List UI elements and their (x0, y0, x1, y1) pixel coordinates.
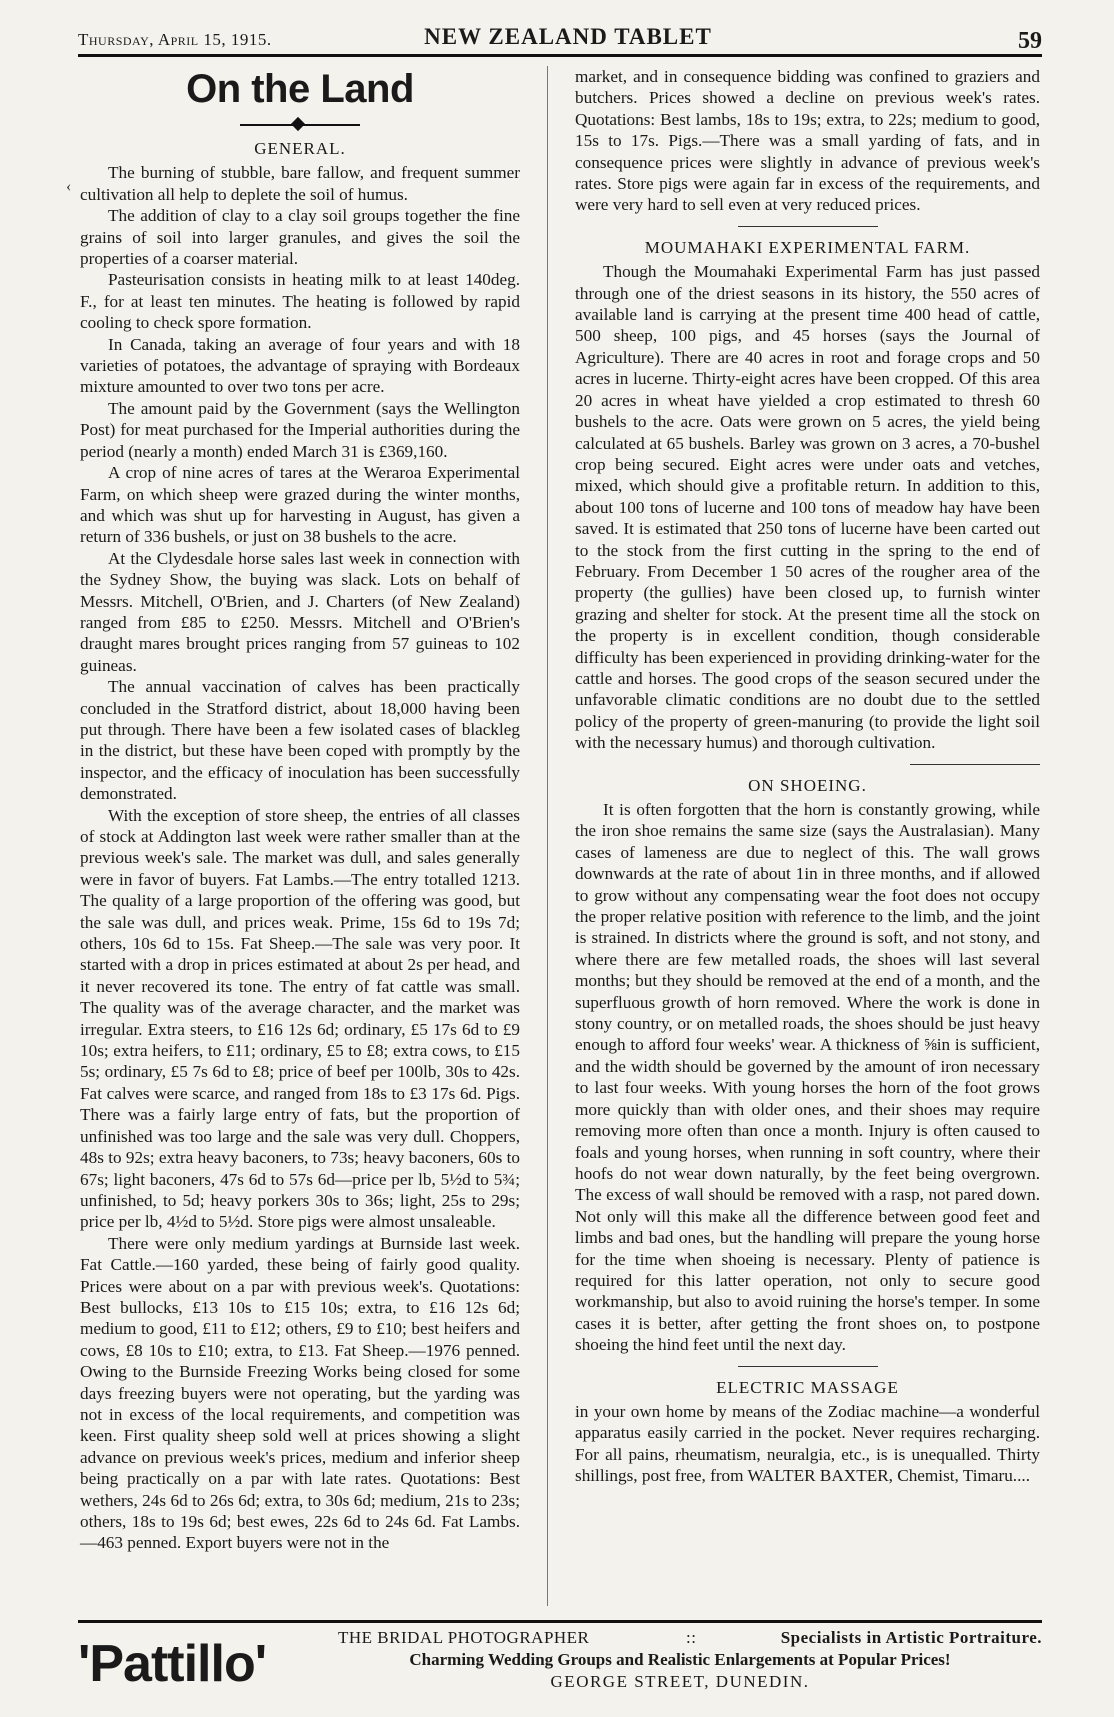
paragraph: The addition of clay to a clay soil groups together the fine grains of soil into larger granules, and gives the soil the properties of a coarser material. (80, 206, 520, 269)
paragraph: It is often forgotten that the horn is constantly growing, while the iron shoe remains the same size (says the Australasian). Many cases of lameness are due to neglect of this. The wall grows downwards at the rate of about 1in in three months, and if allowed to grow without any compensating wear the foot does not occupy the proper relative position with reference to the limb, and the joint is strained. In districts where the ground is soft, and not stony, and where there are few metalled roads, the shoes will last several months; but they should be removed at the end of a month, and the superfluous growth of horn removed. Where the work is done in stony country, or on metalled roads, the shoes should be just heavy enough to afford four weeks' wear. A thickness of ⅝in is sufficient, and the width should be governed by the amount of iron necessary to last four weeks. With young horses the horn of the foot grows more quickly than with older ones, and their shoes may require removing more often than once a month. Injury is often caused to foals and young horses, when running in soft country, where their hoofs do not wear down naturally, by the feet being overgrown. The excess of wall should be removed with a rasp, not pared down. Not only will this make all the difference between good feet and limbs and bad ones, but the handling will prepare the young horse for the time when shoeing is necessary. Plenty of patience is required for this latter operation, not only to secure good workmanship, but also to avoid ruining the horse's temper. In some cases it is better, after getting the front shoes on, to postpone shoeing the hind feet until the next day. (575, 800, 1040, 1355)
paragraph: The burning of stubble, bare fallow, and frequent summer cultivation all help to deplete the soil of humus. (80, 163, 520, 204)
section-rule (738, 1366, 878, 1367)
paragraph-continuation: market, and in consequence bidding was confined to graziers and butchers. Prices showed a decline on previous week's rates. Quotations: Best lambs, 18s to 19s; extra, to 22s; medium to good, 15s to 17s. Pigs.—There was a small yarding of fats, and in consequence prices were slightly in advance of previous week's rates. Store pigs were again far in excess of the requirements, and were very hard to sell even at very reduced prices. (575, 67, 1040, 215)
paragraph: The annual vaccination of calves has been practically concluded in the Stratford district, about 18,000 having been put through. There have been a few isolated cases of blackleg in the district, but these have been coped with promptly by the inspector, and the efficacy of inoculation has been successfully demonstrated. (80, 677, 520, 804)
advert-business: THE BRIDAL PHOTOGRAPHER (338, 1628, 590, 1647)
article-title: On the Land (186, 67, 414, 111)
paragraph: With the exception of store sheep, the entries of all classes of stock at Addington last week were rather smaller than at the previous week's sale. The market was dull, and sales generally were in favor of buyers. Fat Lambs.—The entry totalled 1213. The quality of a large proportion of the offering was good, but the sale was dull, and prices weak. Prime, 15s 6d to 19s 7d; others, 10s 6d to 15s. Fat Sheep.—The sale was very poor. It started with a drop in prices estimated at about 2s per head, and it never recovered its tone. The entry of fat cattle was small. The quality was of the average character, and the market was irregular. Extra steers, to £16 12s 6d; ordinary, £5 17s 6d to £9 10s; extra heifers, to £11; ordinary, £5 to £8; extra cows, to £15 5s; ordinary, £5 7s 6d to £8; price of beef per 100lb, 30s to 42s. Fat calves were scarce, and ranged from 18s to £3 17s 6d. Pigs. There was a fairly large entry of fats, but the proportion of unfinished was too large and the sale was very dull. Choppers, 48s to 92s; extra heavy baconers, to 73s; heavy baconers, 60s to 67s; light baconers, 47s 6d to 57s 6d—price per lb, 5½d to 5¾; unfinished, to 5d; heavy porkers 30s to 36s; light, 25s to 29s; price per lb, 4½d to 5½d. Store pigs were almost unsaleable. (80, 805, 520, 1232)
paragraph: A crop of nine acres of tares at the Weraroa Experimental Farm, on which sheep were grazed during the winter months, and which was shut up for harvesting in August, has given a return of 336 bushels, or just on 38 bushels to the acre. (80, 463, 520, 547)
page-number: 59 (1018, 28, 1042, 54)
section-rule (738, 226, 878, 227)
paragraph: Pasteurisation consists in heating milk to at least 140deg. F., for at least ten minutes. The heating is followed by rapid cooling to check spore formation. (80, 270, 520, 333)
advert-brand: 'Pattillo' (78, 1635, 267, 1693)
advert-text: in your own home by means of the Zodiac machine—a wonderful apparatus easily carried in the pocket. Never requires recharging. For all pains, rheumatism, neuralgia, etc., is is unequalled. Thirty shillings, post free, from WALTER BAXTER, Chemist, Timaru.... (575, 1401, 1040, 1486)
paragraph: There were only medium yardings at Burnside last week. Fat Cattle.—160 yarded, these being of fairly good quality. Prices were about on a par with previous week's. Quotations: Best bullocks, £13 10s to £15 10s; extra, to £16 12s 6d; medium to good, £11 to £12; others, £9 to £10; best heifers and cows, £8 10s to £10; extra, to £13. Fat Sheep.—1976 penned. Owing to the Burnside Freezing Works being closed for some days freezing buyers were not operating, but the yarding was not in excess of the local requirements, and competition was keen. First quality sheep sold well at prices showing a slight advance on previous week's prices, medium and inferior sheep being practically on a par with late rates. Quotations: Best wethers, 24s 6d to 26s 6d; extra, to 30s 6d; medium, 21s to 23s; others, 18s to 19s 6d; best ewes, 22s 6d to 24s 6d. Fat Lambs.—463 penned. Export buyers were not in the (80, 1233, 520, 1553)
paragraph: At the Clydesdale horse sales last week in connection with the Sydney Show, the buying was slack. Lots on behalf of Messrs. Mitchell, O'Brien, and J. Charters (of New Zealand) ranged from £85 to £250. Messrs. Mitchell and O'Brien's draught mares brought prices ranging from 57 guineas to 102 guineas. (80, 548, 520, 675)
right-column (575, 66, 1040, 1487)
title-ornament (80, 118, 520, 132)
masthead (78, 22, 1042, 57)
footer-rule (78, 1620, 1042, 1623)
advert-separator: :: (686, 1628, 697, 1647)
paragraph: In Canada, taking an average of four years and with 18 varieties of potatoes, the advantage of spraying with Bordeaux mixture amounted to over two tons per acre. (80, 334, 520, 397)
section-heading-shoeing: ON SHOEING. (748, 775, 867, 795)
advert-line-2: Charming Wedding Groups and Realistic Enlargements at Popular Prices! (409, 1650, 951, 1669)
section-heading-general: GENERAL. (254, 139, 346, 158)
publication-title: NEW ZEALAND TABLET (424, 24, 712, 49)
section-rule (910, 764, 1040, 765)
paragraph: The amount paid by the Government (says the Wellington Post) for meat purchased for the Imperial authorities during the period (nearly a month) ended March 31 is £369,160. (80, 398, 520, 461)
paragraph: Though the Moumahaki Experimental Farm has just passed through one of the driest seasons in its history, the 550 acres of available land is carrying at the present time 400 head of cattle, 500 sheep, 100 pigs, and 45 horses (says the Journal of Agriculture). There are 40 acres in root and forage crops and 50 acres in lucerne. Thirty-eight acres have been cropped. Of this area 20 acres in wheat have yielded a crop estimated to thresh 60 bushels to the acre. Oats were grown on 5 acres, the yield being calculated at 65 bushels. Barley was grown on 3 acres, a 70-bushel crop being secured. Eight acres were under oats and vetches, mixed, which should give a profitable return. In addition to this, about 100 tons of lucerne and 100 tons of meadow hay have been saved. It is estimated that 250 tons of lucerne have been carted out to the stock from the first cutting in the spring to the end of February. From December 1 50 acres of the rougher area of the property (the gullies) have been closed up, to furnish winter grazing and shelter for stock. At the present time all the stock on the property is in excellent condition, though considerable difficulty has been experienced in providing drinking-water for the cattle and horses. The good crops of the season secured under the unfavorable climatic conditions are no doubt due to the settled policy of the property of green-manuring (to provide the light soil with the necessary humus) and thorough cultivation. (575, 262, 1040, 753)
margin-mark: ‹ (66, 178, 72, 195)
diamond-icon (291, 117, 305, 131)
column-divider (547, 66, 548, 1606)
section-heading-moumahaki: MOUMAHAKI EXPERIMENTAL FARM. (644, 237, 971, 257)
left-column (80, 66, 520, 1554)
footer-advertisement (78, 1628, 1042, 1708)
issue-date: Thursday, April 15, 1915. (78, 30, 272, 49)
advert-address: GEORGE STREET, DUNEDIN. (550, 1672, 810, 1691)
advert-speciality: Specialists in Artistic Portraiture. (780, 1628, 1042, 1647)
advert-heading-electric-massage: ELECTRIC MASSAGE (716, 1377, 899, 1397)
